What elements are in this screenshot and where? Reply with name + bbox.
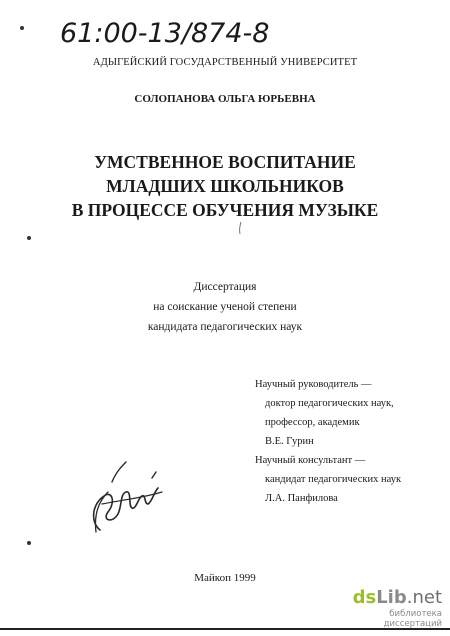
dslib-logo — [332, 588, 442, 608]
scan-dot — [20, 26, 24, 30]
signature-icon — [82, 452, 172, 542]
supervisor-name: В.Е. Гурин — [265, 436, 314, 447]
university-name: АДЫГЕЙСКИЙ ГОСУДАРСТВЕННЫЙ УНИВЕРСИТЕТ — [92, 57, 358, 68]
logo-part: Lib — [376, 587, 407, 608]
scan-dot — [27, 541, 31, 545]
handwritten-archive-code — [58, 8, 298, 52]
degree-line: кандидата педагогических наук — [147, 321, 303, 333]
scan-dot — [27, 236, 31, 240]
dissertation-title — [0, 150, 450, 222]
author-name: СОЛОПАНОВА ОЛЬГА ЮРЬЕВНА — [134, 93, 316, 105]
dslib-watermark — [332, 588, 442, 629]
consultant-degree: кандидат педагогических наук — [265, 474, 402, 485]
title-line: УМСТВЕННОЕ ВОСПИТАНИЕ — [94, 152, 356, 172]
author-signature — [82, 452, 172, 542]
supervisor-degree: доктор педагогических наук, — [265, 398, 394, 409]
watermark-subtitle: библиотека диссертаций — [383, 609, 442, 629]
consultant-name: Л.А. Панфилова — [265, 493, 338, 504]
archive-code-text: 61:00-13/874-8 — [60, 18, 270, 49]
title-line: МЛАДШИХ ШКОЛЬНИКОВ — [106, 176, 344, 196]
pen-mark-icon — [237, 221, 243, 235]
logo-part: .net — [406, 587, 442, 608]
archive-code-handwriting-icon — [58, 8, 298, 52]
city-and-year: Майкоп 1999 — [194, 572, 256, 584]
consultant-role: Научный консультант — — [255, 455, 366, 466]
degree-line: Диссертация — [193, 281, 257, 293]
supervisor-role: Научный руководитель — — [255, 379, 372, 390]
title-line: В ПРОЦЕССЕ ОБУЧЕНИЯ МУЗЫКЕ — [71, 200, 379, 220]
supervisor-title: профессор, академик — [265, 417, 360, 428]
logo-part: ds — [352, 587, 377, 608]
supervisors-block — [255, 375, 430, 508]
degree-description — [0, 277, 450, 337]
degree-line: на соискание ученой степени — [153, 301, 297, 313]
